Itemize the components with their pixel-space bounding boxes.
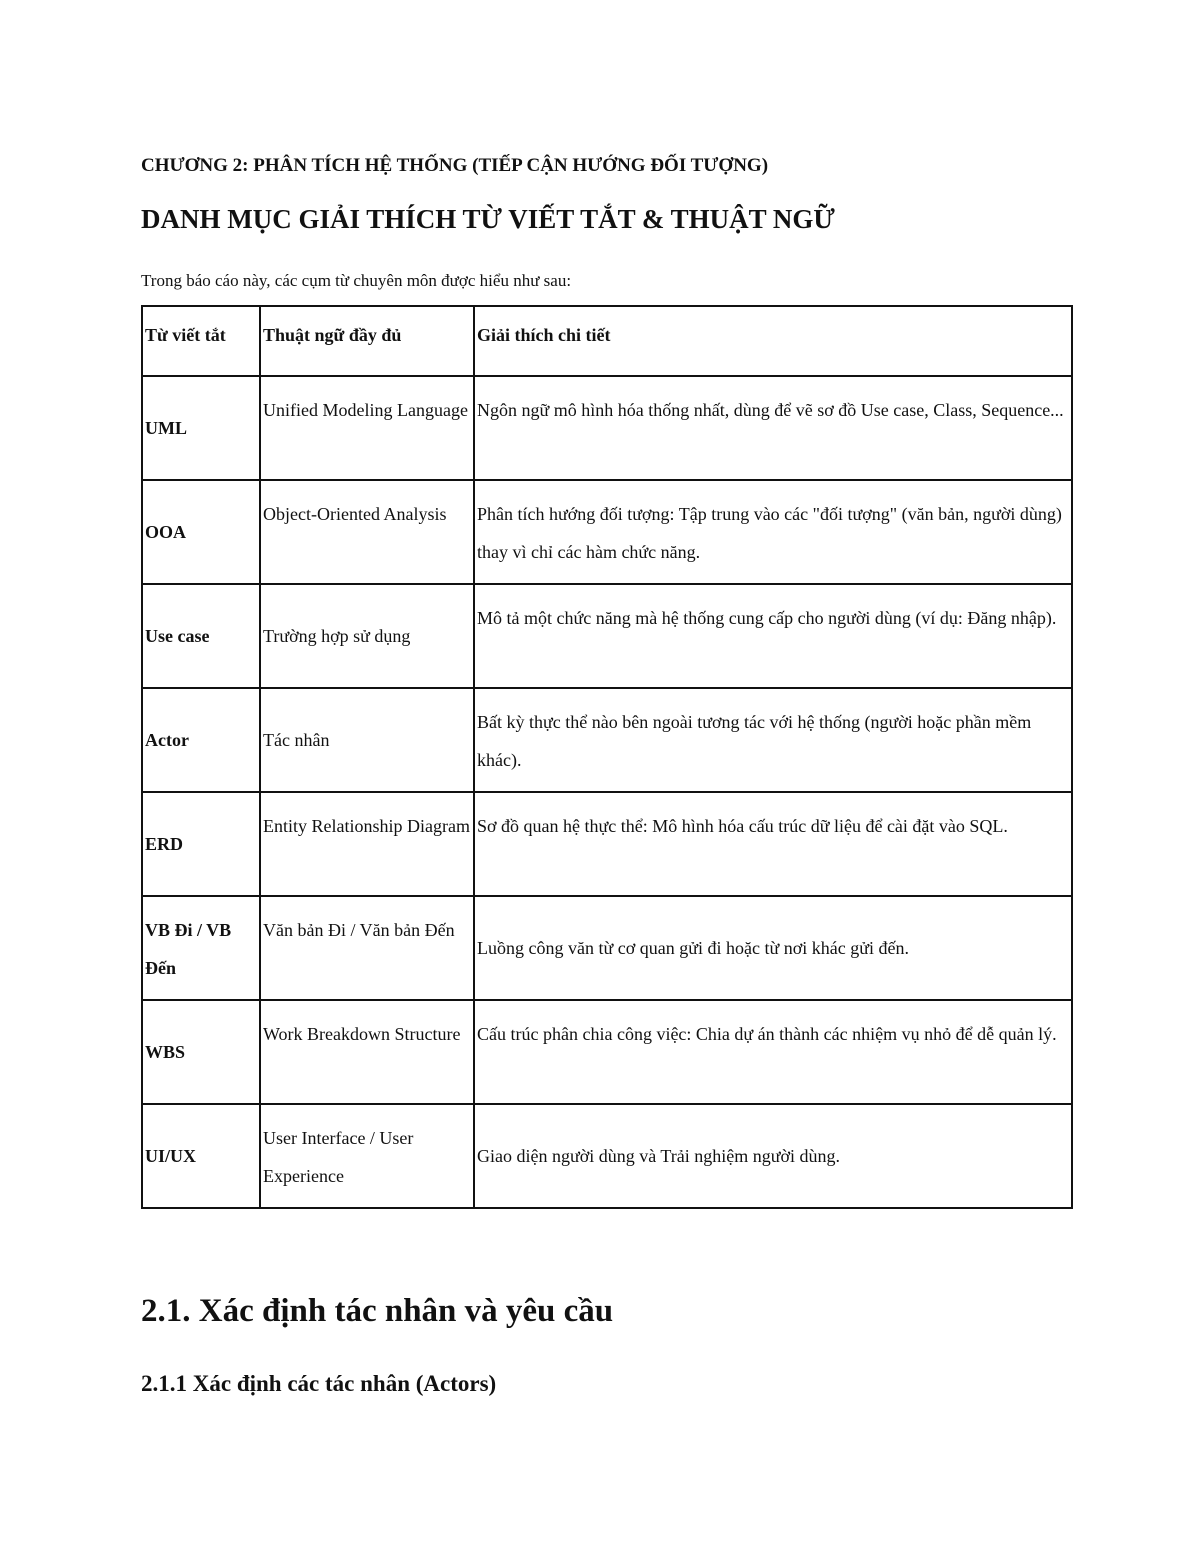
page-title: DANH MỤC GIẢI THÍCH TỪ VIẾT TẮT & THUẬT NGỮ [141, 204, 835, 234]
full-term-cell: User Interface / User Experience [260, 1104, 474, 1208]
abbreviation-cell: Use case [142, 584, 260, 688]
abbreviation-cell: WBS [142, 1000, 260, 1104]
table-row [142, 688, 1072, 792]
explanation-cell: Ngôn ngữ mô hình hóa thống nhất, dùng để vẽ sơ đồ Use case, Class, Sequence... [474, 376, 1072, 480]
explanation-cell: Cấu trúc phân chia công việc: Chia dự án thành các nhiệm vụ nhỏ để dễ quản lý. [474, 1000, 1072, 1104]
explanation-cell: Mô tả một chức năng mà hệ thống cung cấp cho người dùng (ví dụ: Đăng nhập). [474, 584, 1072, 688]
table-row [142, 1104, 1072, 1208]
full-term-cell: Entity Relationship Diagram [260, 792, 474, 896]
full-term-cell: Trường hợp sử dụng [260, 584, 474, 688]
full-term-cell: Unified Modeling Language [260, 376, 474, 480]
abbreviation-cell: VB Đi / VB Đến [142, 896, 260, 1000]
section-heading: 2.1. Xác định tác nhân và yêu cầu [141, 1293, 614, 1329]
abbreviation-cell: UML [142, 376, 260, 480]
glossary-table [141, 305, 1073, 1209]
table-row [142, 480, 1072, 584]
table-row [142, 792, 1072, 896]
explanation-cell: Giao diện người dùng và Trải nghiệm người dùng. [474, 1104, 1072, 1208]
table-row [142, 584, 1072, 688]
explanation-cell: Bất kỳ thực thể nào bên ngoài tương tác với hệ thống (người hoặc phần mềm khác). [474, 688, 1072, 792]
abbreviation-cell: UI/UX [142, 1104, 260, 1208]
full-term-cell: Object-Oriented Analysis [260, 480, 474, 584]
table-header-row [142, 306, 1072, 376]
full-term-cell: Work Breakdown Structure [260, 1000, 474, 1104]
chapter-heading: CHƯƠNG 2: PHÂN TÍCH HỆ THỐNG (TIẾP CẬN HƯỚNG ĐỐI TƯỢNG) [141, 155, 769, 176]
explanation-cell: Phân tích hướng đối tượng: Tập trung vào các "đối tượng" (văn bản, người dùng) thay vì chỉ các hàm chức năng. [474, 480, 1072, 584]
full-term-cell: Tác nhân [260, 688, 474, 792]
subsection-heading: 2.1.1 Xác định các tác nhân (Actors) [141, 1371, 497, 1396]
table-row [142, 1000, 1072, 1104]
abbreviation-cell: Actor [142, 688, 260, 792]
header-cell-explanation: Giải thích chi tiết [474, 306, 1072, 376]
abbreviation-cell: ERD [142, 792, 260, 896]
explanation-cell: Luồng công văn từ cơ quan gửi đi hoặc từ nơi khác gửi đến. [474, 896, 1072, 1000]
explanation-cell: Sơ đồ quan hệ thực thể: Mô hình hóa cấu trúc dữ liệu để cài đặt vào SQL. [474, 792, 1072, 896]
header-cell-abbreviation: Từ viết tắt [142, 306, 260, 376]
table-row [142, 896, 1072, 1000]
abbreviation-cell: OOA [142, 480, 260, 584]
full-term-cell: Văn bản Đi / Văn bản Đến [260, 896, 474, 1000]
table-row [142, 376, 1072, 480]
header-cell-full-term: Thuật ngữ đầy đủ [260, 306, 474, 376]
intro-paragraph: Trong báo cáo này, các cụm từ chuyên môn được hiểu như sau: [141, 271, 572, 290]
